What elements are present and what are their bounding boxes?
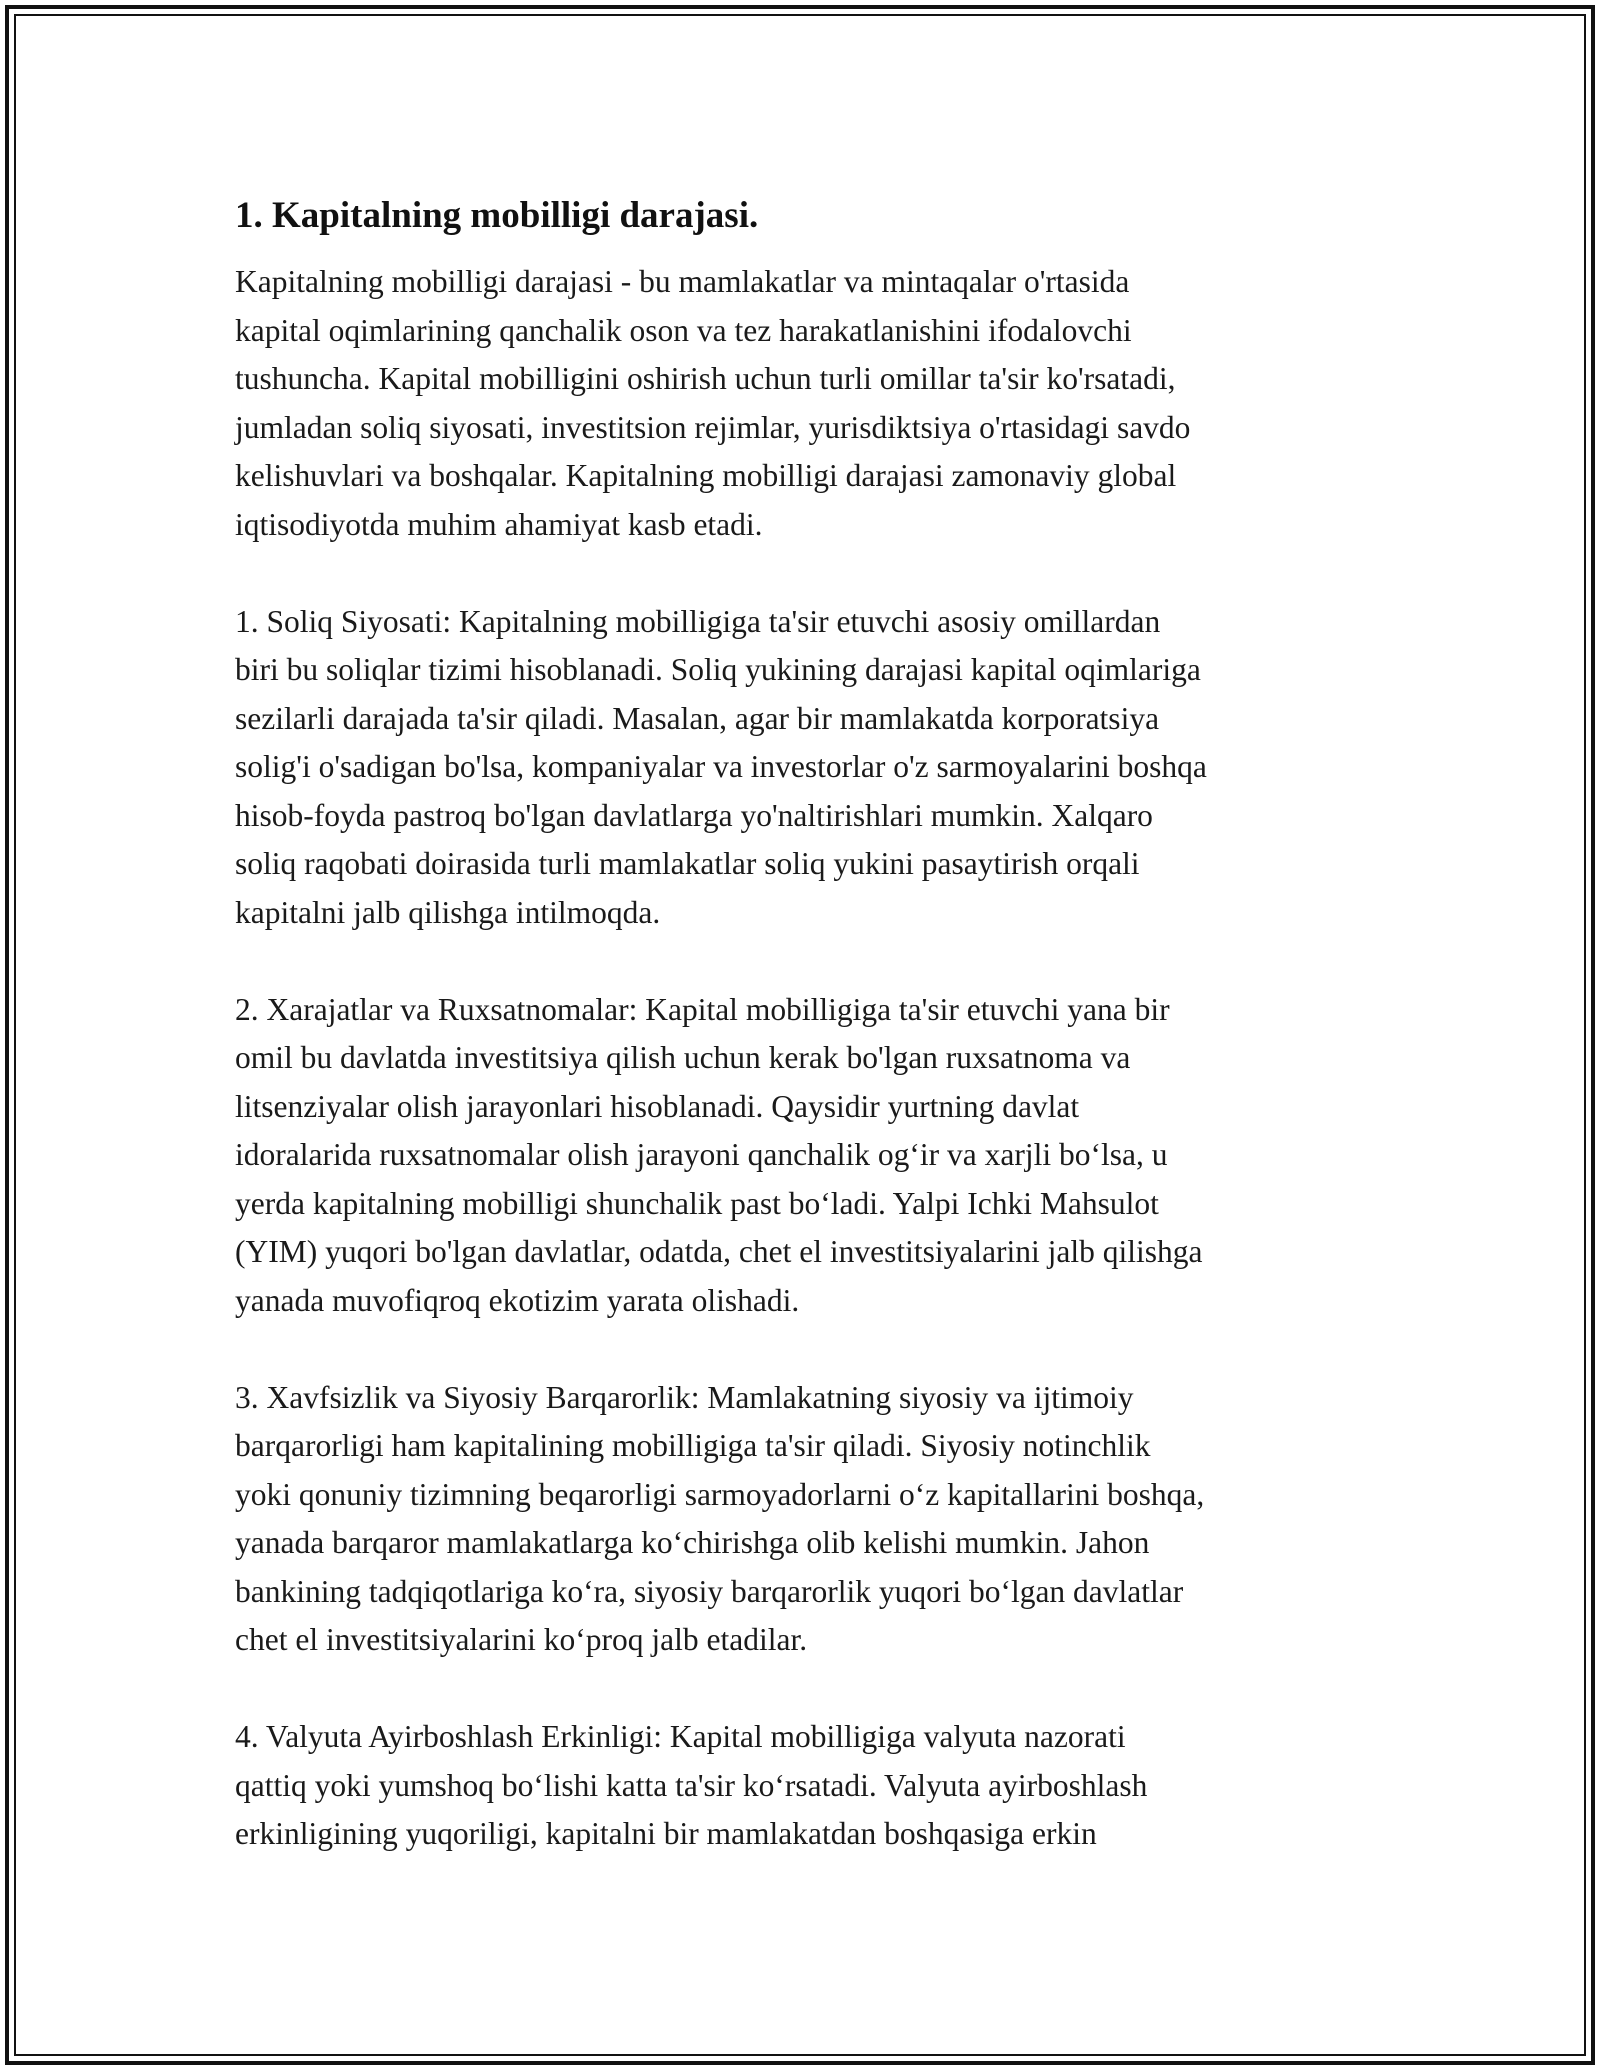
text-line: 1. Soliq Siyosati: Kapitalning mobilligiga ta'sir etuvchi asosiy omillardan	[235, 603, 1161, 639]
paragraph-intro	[235, 258, 1375, 549]
text-line: jumladan soliq siyosati, investitsion rejimlar, yurisdiktsiya o'rtasidagi savdo	[235, 409, 1191, 445]
text-line: sezilarli darajada ta'sir qiladi. Masalan, agar bir mamlakatda korporatsiya	[235, 700, 1160, 736]
section-heading: 1. Kapitalning mobilligi darajasi.	[235, 195, 759, 236]
text-line: kapitalni jalb qilishga intilmoqda.	[235, 894, 661, 930]
text-line: (YIM) yuqori bo'lgan davlatlar, odatda, chet el investitsiyalarini jalb qilishga	[235, 1234, 1203, 1269]
text-line: yanada barqaror mamlakatlarga ko‘chirishga olib kelishi mumkin. Jahon	[235, 1525, 1150, 1560]
text-line: 2. Xarajatlar va Ruxsatnomalar: Kapital mobilligiga ta'sir etuvchi yana bir	[235, 991, 1170, 1027]
text-line: solig'i o'sadigan bo'lsa, kompaniyalar va investorlar o'z sarmoyalarini boshqa	[235, 749, 1207, 784]
text-line: yanada muvofiqroq ekotizim yarata olishadi.	[235, 1282, 800, 1318]
text-line: soliq raqobati doirasida turli mamlakatlar soliq yukini pasaytirish orqali	[235, 846, 1140, 881]
text-line: barqarorligi ham kapitalining mobilligiga ta'sir qiladi. Siyosiy notinchlik	[235, 1428, 1151, 1463]
paragraph-xavfsizlik	[235, 1374, 1375, 1665]
text-line: hisob-foyda pastroq bo'lgan davlatlarga yo'naltirishlari mumkin. Xalqaro	[235, 797, 1153, 833]
paragraph-valyuta	[235, 1713, 1375, 1859]
text-line: 3. Xavfsizlik va Siyosiy Barqarorlik: Mamlakatning siyosiy va ijtimoiy	[235, 1379, 1134, 1415]
text-line: chet el investitsiyalarini ko‘proq jalb etadilar.	[235, 1622, 808, 1657]
text-line: erkinligining yuqoriligi, kapitalni bir mamlakatdan boshqasiga erkin	[235, 1816, 1097, 1851]
text-line: 4. Valyuta Ayirboshlash Erkinligi: Kapital mobilligiga valyuta nazorati	[235, 1719, 1126, 1754]
text-line: idoralarida ruxsatnomalar olish jarayoni qanchalik og‘ir va xarjli bo‘lsa, u	[235, 1137, 1168, 1172]
document-body	[235, 186, 1375, 1907]
text-line: tushuncha. Kapital mobilligini oshirish uchun turli omillar ta'sir ko'rsatadi,	[235, 361, 1176, 396]
text-line: yoki qonuniy tizimning beqarorligi sarmoyadorlarni o‘z kapitallarini boshqa,	[235, 1476, 1205, 1512]
text-line: iqtisodiyotda muhim ahamiyat kasb etadi.	[235, 506, 763, 542]
paragraph-soliq-siyosati	[235, 598, 1375, 938]
text-line: biri bu soliqlar tizimi hisoblanadi. Soliq yukining darajasi kapital oqimlariga	[235, 652, 1201, 687]
text-line: kelishuvlari va boshqalar. Kapitalning mobilligi darajasi zamonaviy global	[235, 458, 1177, 493]
paragraph-xarajatlar	[235, 986, 1375, 1326]
text-line: omil bu davlatda investitsiya qilish uchun kerak bo'lgan ruxsatnoma va	[235, 1040, 1131, 1075]
text-line: Kapitalning mobilligi darajasi - bu mamlakatlar va mintaqalar o'rtasida	[235, 264, 1130, 299]
text-line: qattiq yoki yumshoq bo‘lishi katta ta'sir ko‘rsatadi. Valyuta ayirboshlash	[235, 1767, 1148, 1803]
text-line: yerda kapitalning mobilligi shunchalik past bo‘ladi. Yalpi Ichki Mahsulot	[235, 1185, 1159, 1221]
text-line: litsenziyalar olish jarayonlari hisoblanadi. Qaysidir yurtning davlat	[235, 1088, 1080, 1124]
text-line: bankining tadqiqotlariga ko‘ra, siyosiy barqarorlik yuqori bo‘lgan davlatlar	[235, 1573, 1184, 1609]
text-line: kapital oqimlarining qanchalik oson va tez harakatlanishini ifodalovchi	[235, 312, 1132, 348]
